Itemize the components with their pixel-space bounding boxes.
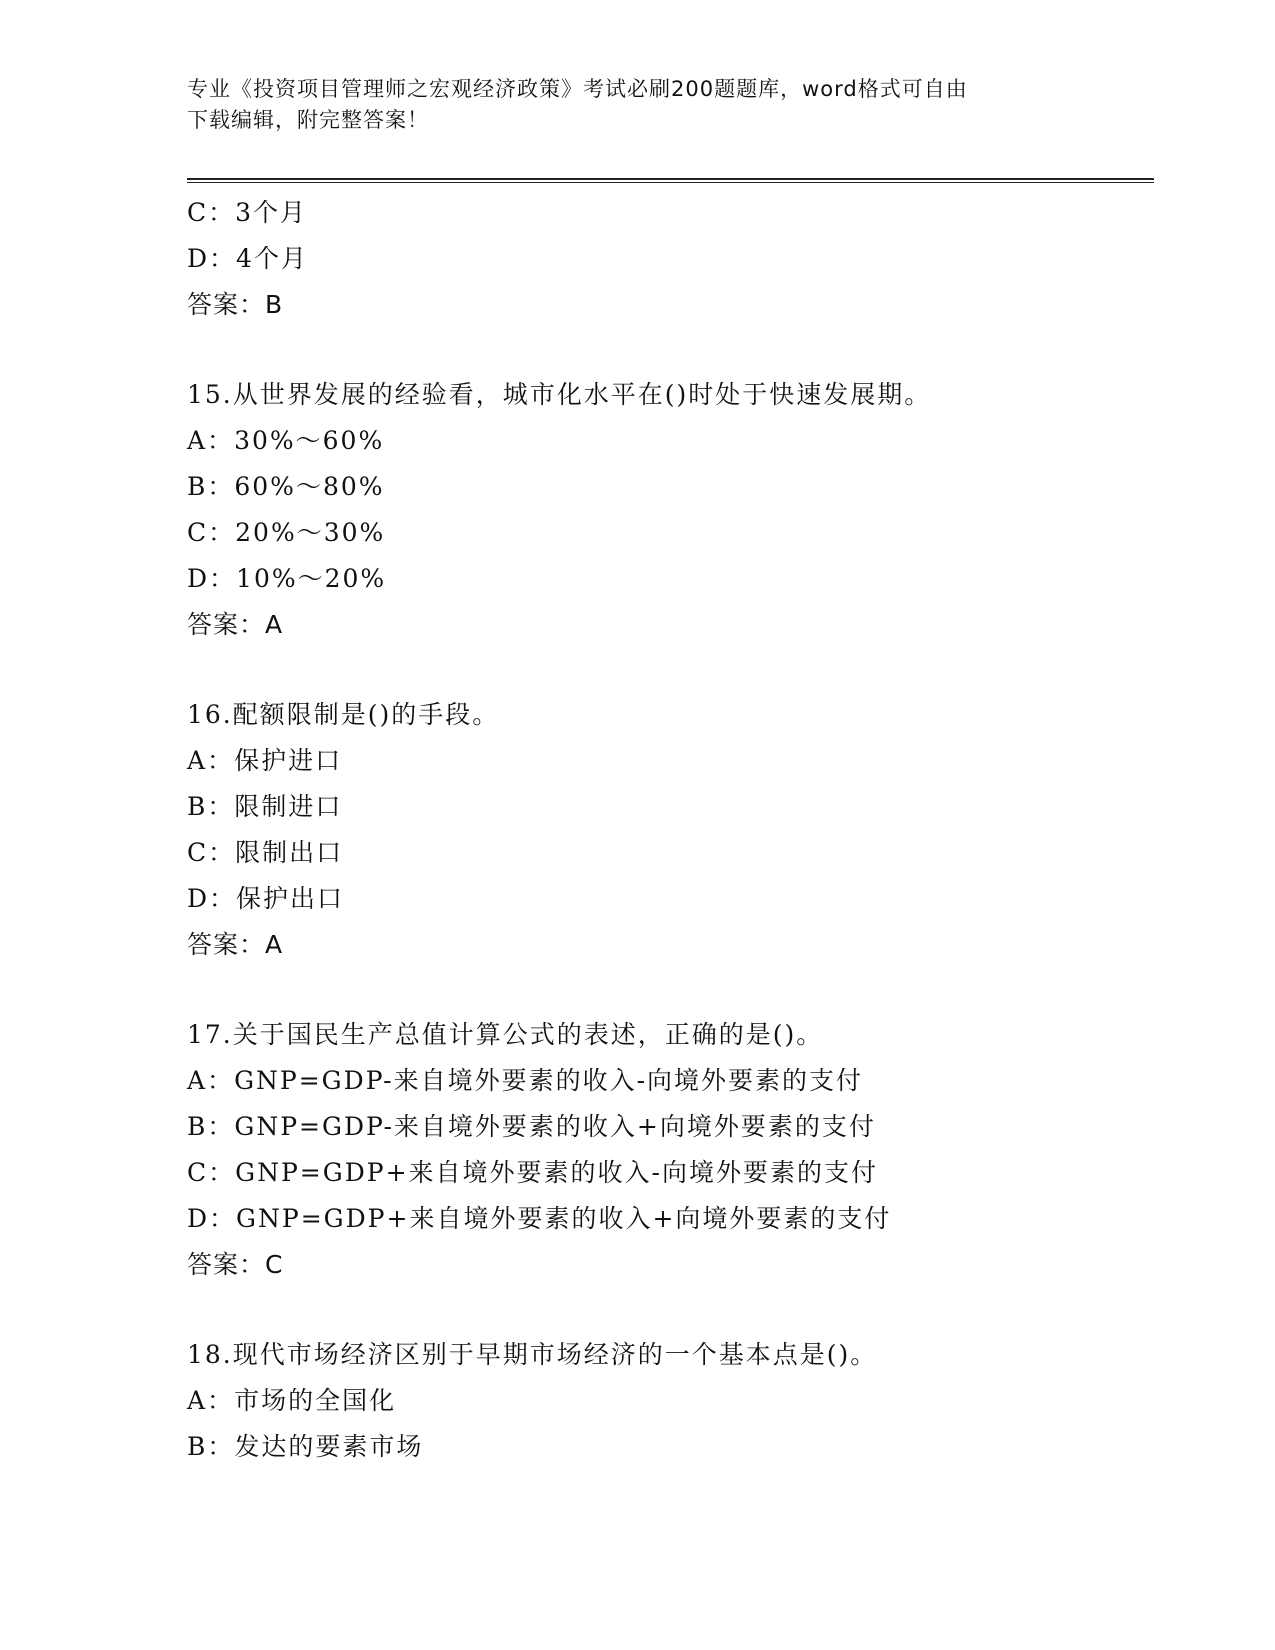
answer-line: 答案：A [187,930,284,959]
question-16 [187,692,1154,968]
question-18 [187,1332,1154,1470]
header-title-line-2: 下载编辑，附完整答案！ [187,108,429,132]
question-stem: 17.关于国民生产总值计算公式的表述，正确的是()。 [187,1020,824,1049]
option-c: C：20%～30% [187,518,386,547]
question-stem: 18.现代市场经济区别于早期市场经济的一个基本点是()。 [187,1340,878,1369]
option-d: D：GNP=GDP+来自境外要素的收入+向境外要素的支付 [187,1204,892,1233]
option-a: A：GNP=GDP-来自境外要素的收入-向境外要素的支付 [187,1066,864,1095]
option-d: D：10%～20% [187,564,387,593]
answer-line: 答案：C [187,1250,284,1279]
option-b: B：60%～80% [187,472,385,501]
option-a: A：保护进口 [187,746,343,775]
option-c: C：GNP=GDP+来自境外要素的收入-向境外要素的支付 [187,1158,878,1187]
option-d: D：4个月 [187,244,308,273]
option-c: C：限制出口 [187,838,344,867]
question-list [187,190,1154,1470]
option-b: B：发达的要素市场 [187,1432,424,1461]
question-14-continued [187,190,1154,328]
option-d: D：保护出口 [187,884,345,913]
document-header [187,74,1067,136]
option-b: B：GNP=GDP-来自境外要素的收入+向境外要素的支付 [187,1112,876,1141]
question-stem: 16.配额限制是()的手段。 [187,700,500,729]
question-stem: 15.从世界发展的经验看，城市化水平在()时处于快速发展期。 [187,380,932,409]
option-a: A：市场的全国化 [187,1386,397,1415]
answer-line: 答案：B [187,290,284,319]
header-title-line-1: 专业《投资项目管理师之宏观经济政策》考试必刷200题题库，word格式可自由 [187,77,968,101]
header-divider [187,178,1154,183]
question-15 [187,372,1154,648]
option-b: B：限制进口 [187,792,343,821]
option-a: A：30%～60% [187,426,385,455]
option-c: C：3个月 [187,198,308,227]
answer-line: 答案：A [187,610,284,639]
question-17 [187,1012,1154,1288]
